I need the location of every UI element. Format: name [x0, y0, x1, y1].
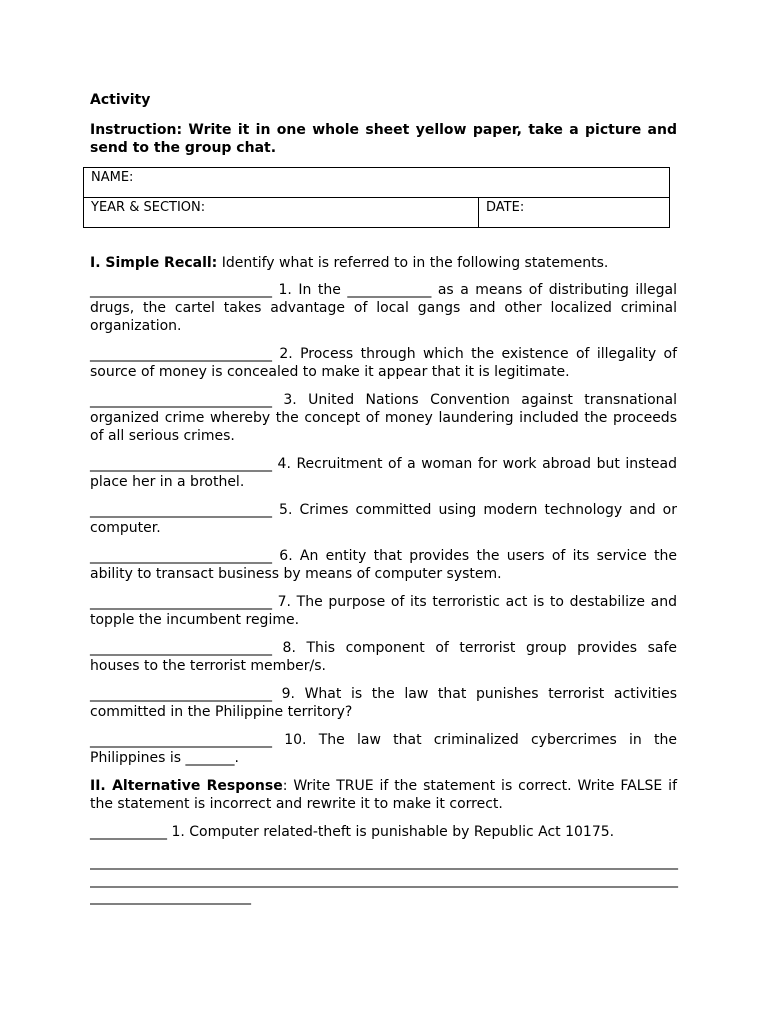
question-8: __________________________ 8. This component of terrorist group provides safe houses to the terrorist member/s.	[90, 640, 677, 674]
section1-heading: I. Simple Recall:	[90, 255, 218, 271]
section2-instruction: : Write TRUE if the statement is correct. Write FALSE if the statement is incorrect and rewrite it to make it correct.	[90, 778, 677, 812]
instruction-text: Instruction: Write it in one whole sheet yellow paper, take a picture and send to the group chat.	[90, 122, 677, 156]
question-2: __________________________ 2. Process through which the existence of illegality of source of money is concealed to make it appear that it is legitimate.	[90, 346, 677, 380]
page-title: Activity	[90, 92, 151, 108]
date-field: DATE:	[479, 198, 670, 228]
year-section-field: YEAR & SECTION:	[84, 198, 479, 228]
section1-header	[90, 254, 680, 272]
question-6: __________________________ 6. An entity that provides the users of its service the ability to transact business by means of computer system.	[90, 548, 677, 582]
true-false-item-1: ___________ 1. Computer related-theft is punishable by Republic Act 10175.	[90, 824, 615, 840]
answer-line: ____________________________________________________________________________________	[90, 872, 678, 888]
section2-header	[90, 777, 677, 813]
answer-line: ____________________________________________________________________________________	[90, 854, 678, 870]
answer-line: _______________________	[90, 889, 251, 905]
section2-heading: II. Alternative Response	[90, 778, 283, 794]
question-5: __________________________ 5. Crimes committed using modern technology and or computer.	[90, 502, 677, 536]
question-9: __________________________ 9. What is the law that punishes terrorist activities committed in the Philippine territory?	[90, 686, 677, 720]
question-10: __________________________ 10. The law that criminalized cybercrimes in the Philippines is _______.	[90, 732, 677, 766]
question-3: __________________________ 3. United Nations Convention against transnational organized crime whereby the concept of money laundering included the proceeds of all serious crimes.	[90, 392, 677, 444]
question-4: __________________________ 4. Recruitment of a woman for work abroad but instead place her in a brothel.	[90, 456, 677, 490]
question-1: __________________________ 1. In the ____________ as a means of distributing illegal drugs, the cartel takes advantage of local gangs and other localized criminal organization.	[90, 282, 677, 334]
question-7: __________________________ 7. The purpose of its terroristic act is to destabilize and topple the incumbent regime.	[90, 594, 677, 628]
section1-instruction: Identify what is referred to in the following statements.	[217, 255, 609, 271]
student-info-table	[83, 167, 670, 228]
name-field: NAME:	[84, 168, 670, 198]
